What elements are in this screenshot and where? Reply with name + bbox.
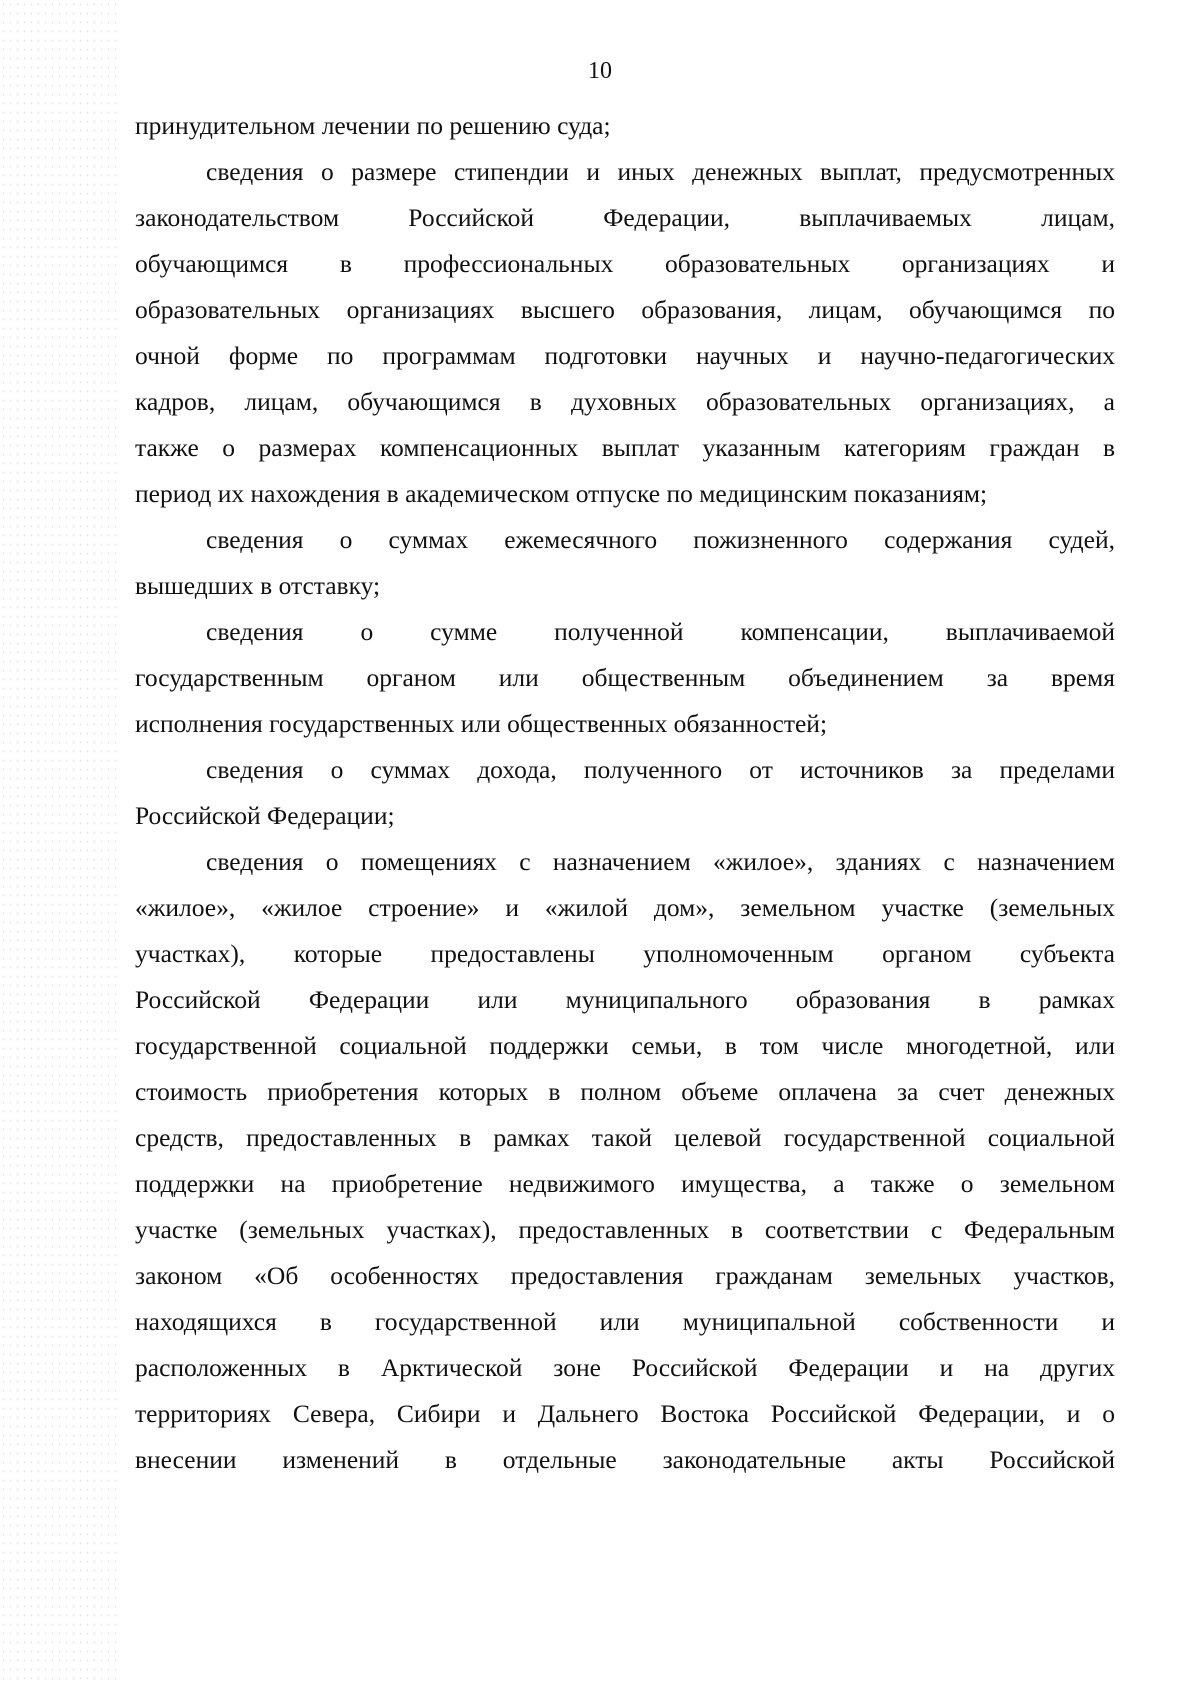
text-line: Российской Федерации; <box>135 801 395 830</box>
text-line: средств, предоставленных в рамках такой целевой государственной социальной <box>135 1123 1115 1152</box>
text-line: сведения о помещениях с назначением «жилое», зданиях с назначением <box>206 847 1115 876</box>
text-line: стоимость приобретения которых в полном объеме оплачена за счет денежных <box>135 1077 1115 1106</box>
text-line: сведения о суммах дохода, полученного от источников за пределами <box>206 755 1115 784</box>
text-line: находящихся в государственной или муниципальной собственности и <box>135 1307 1115 1336</box>
text-line: государственным органом или общественным объединением за время <box>135 663 1115 692</box>
text-line: территориях Севера, Сибири и Дальнего Востока Российской Федерации, и о <box>135 1399 1115 1428</box>
text-line: расположенных в Арктической зоне Российской Федерации и на других <box>135 1353 1115 1382</box>
text-line: сведения о суммах ежемесячного пожизненного содержания судей, <box>206 525 1115 554</box>
text-line: вышедших в отставку; <box>135 571 381 600</box>
text-line: кадров, лицам, обучающимся в духовных образовательных организациях, а <box>135 387 1115 416</box>
text-line: обучающимся в профессиональных образовательных организациях и <box>135 249 1115 278</box>
body-text <box>135 110 1115 1490</box>
text-line: Российской Федерации или муниципального образования в рамках <box>135 985 1115 1014</box>
text-line: очной форме по программам подготовки научных и научно-педагогических <box>135 341 1115 370</box>
scan-noise <box>0 0 120 1685</box>
text-line: внесении изменений в отдельные законодательные акты Российской <box>135 1445 1115 1474</box>
text-line: сведения о сумме полученной компенсации, выплачиваемой <box>206 617 1115 646</box>
text-line: участках), которые предоставлены уполномоченным органом субъекта <box>135 939 1115 968</box>
page-number: 10 <box>588 58 612 84</box>
text-line: также о размерах компенсационных выплат указанным категориям граждан в <box>135 433 1115 462</box>
text-line: период их нахождения в академическом отпуске по медицинским показаниям; <box>135 479 988 508</box>
text-line: сведения о размере стипендии и иных денежных выплат, предусмотренных <box>206 157 1115 186</box>
text-line: законодательством Российской Федерации, выплачиваемых лицам, <box>135 203 1115 232</box>
text-line: поддержки на приобретение недвижимого имущества, а также о земельном <box>135 1169 1115 1198</box>
text-line: государственной социальной поддержки семьи, в том числе многодетной, или <box>135 1031 1115 1060</box>
text-line: образовательных организациях высшего образования, лицам, обучающимся по <box>135 295 1115 324</box>
text-line: принудительном лечении по решению суда; <box>135 111 611 140</box>
text-line: законом «Об особенностях предоставления гражданам земельных участков, <box>135 1261 1115 1290</box>
text-line: участке (земельных участках), предоставленных в соответствии с Федеральным <box>135 1215 1115 1244</box>
text-line: исполнения государственных или общественных обязанностей; <box>135 709 828 738</box>
text-line: «жилое», «жилое строение» и «жилой дом», земельном участке (земельных <box>135 893 1115 922</box>
